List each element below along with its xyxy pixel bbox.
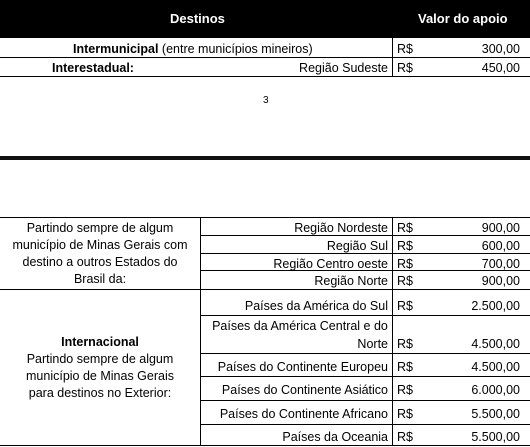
row-divider — [200, 400, 530, 401]
row-divider — [200, 315, 530, 316]
value: 2.500,00 — [471, 299, 520, 313]
note-line: Partindo sempre de algum — [26, 352, 174, 366]
value: 300,00 — [481, 42, 520, 56]
row-divider — [200, 376, 530, 377]
currency: R$ — [397, 407, 413, 421]
value: 600,00 — [481, 239, 520, 253]
note-line: Partindo sempre de algum — [26, 221, 174, 235]
page-break — [0, 156, 530, 160]
region: Região Norte — [314, 274, 388, 288]
note-line: Brasil da: — [73, 272, 127, 286]
note-line: para destinos no Exterior: — [28, 386, 172, 400]
value: 4.500,00 — [471, 337, 520, 351]
note-line: município de Minas Gerais — [26, 369, 174, 383]
intermunicipal-label — [73, 41, 313, 57]
row-divider — [0, 445, 530, 446]
interestadual-note — [0, 220, 200, 288]
currency: R$ — [397, 430, 413, 444]
value: 900,00 — [481, 274, 520, 288]
internacional-title: Internacional — [61, 335, 139, 349]
row-divider — [0, 217, 530, 218]
internacional-note — [0, 334, 200, 402]
row-divider — [0, 289, 530, 290]
region: Países da América Central e do — [212, 319, 388, 333]
row-divider — [200, 253, 530, 254]
value: 450,00 — [481, 61, 520, 75]
currency: R$ — [397, 221, 413, 235]
value: 700,00 — [481, 257, 520, 271]
currency: R$ — [397, 239, 413, 253]
region: Países da Oceania — [282, 430, 388, 444]
value: 4.500,00 — [471, 360, 520, 374]
col-divider — [392, 217, 393, 446]
currency: R$ — [397, 337, 413, 351]
row-divider — [0, 76, 530, 77]
region: Região Sul — [326, 239, 388, 253]
header-valor: Valor do apoio — [418, 11, 508, 26]
currency: R$ — [397, 42, 413, 56]
note-line: município de Minas Gerais com — [12, 238, 188, 252]
row-divider — [200, 353, 530, 354]
value: 5.500,00 — [471, 407, 520, 421]
col-divider — [392, 38, 393, 76]
value: 900,00 — [481, 221, 520, 235]
region: Região Centro oeste — [273, 257, 388, 271]
currency: R$ — [397, 360, 413, 374]
region: Região Sudeste — [299, 61, 388, 75]
note-line: destino a outros Estados do — [22, 255, 178, 269]
intermunicipal-desc: (entre municípios mineiros) — [158, 42, 313, 56]
row-divider — [200, 424, 530, 425]
row-divider — [200, 270, 530, 271]
region: Norte — [357, 337, 388, 351]
value: 5.500,00 — [471, 430, 520, 444]
currency: R$ — [397, 383, 413, 397]
intermunicipal-title: Intermunicipal — [73, 42, 159, 56]
currency: R$ — [397, 257, 413, 271]
region: Países da América do Sul — [244, 299, 388, 313]
page-number: 3 — [263, 95, 269, 106]
region: Região Nordeste — [294, 221, 388, 235]
currency: R$ — [397, 61, 413, 75]
currency: R$ — [397, 274, 413, 288]
currency: R$ — [397, 299, 413, 313]
table-header — [0, 0, 530, 38]
col-divider — [200, 217, 201, 446]
region: Países do Continente Africano — [219, 407, 388, 421]
region: Países do Continente Europeu — [217, 360, 388, 374]
header-destinos: Destinos — [170, 11, 225, 26]
row-divider — [200, 235, 530, 236]
row-divider — [0, 57, 530, 58]
interestadual-title: Interestadual: — [52, 61, 134, 75]
value: 6.000,00 — [471, 383, 520, 397]
region: Países do Continente Asiático — [221, 383, 388, 397]
